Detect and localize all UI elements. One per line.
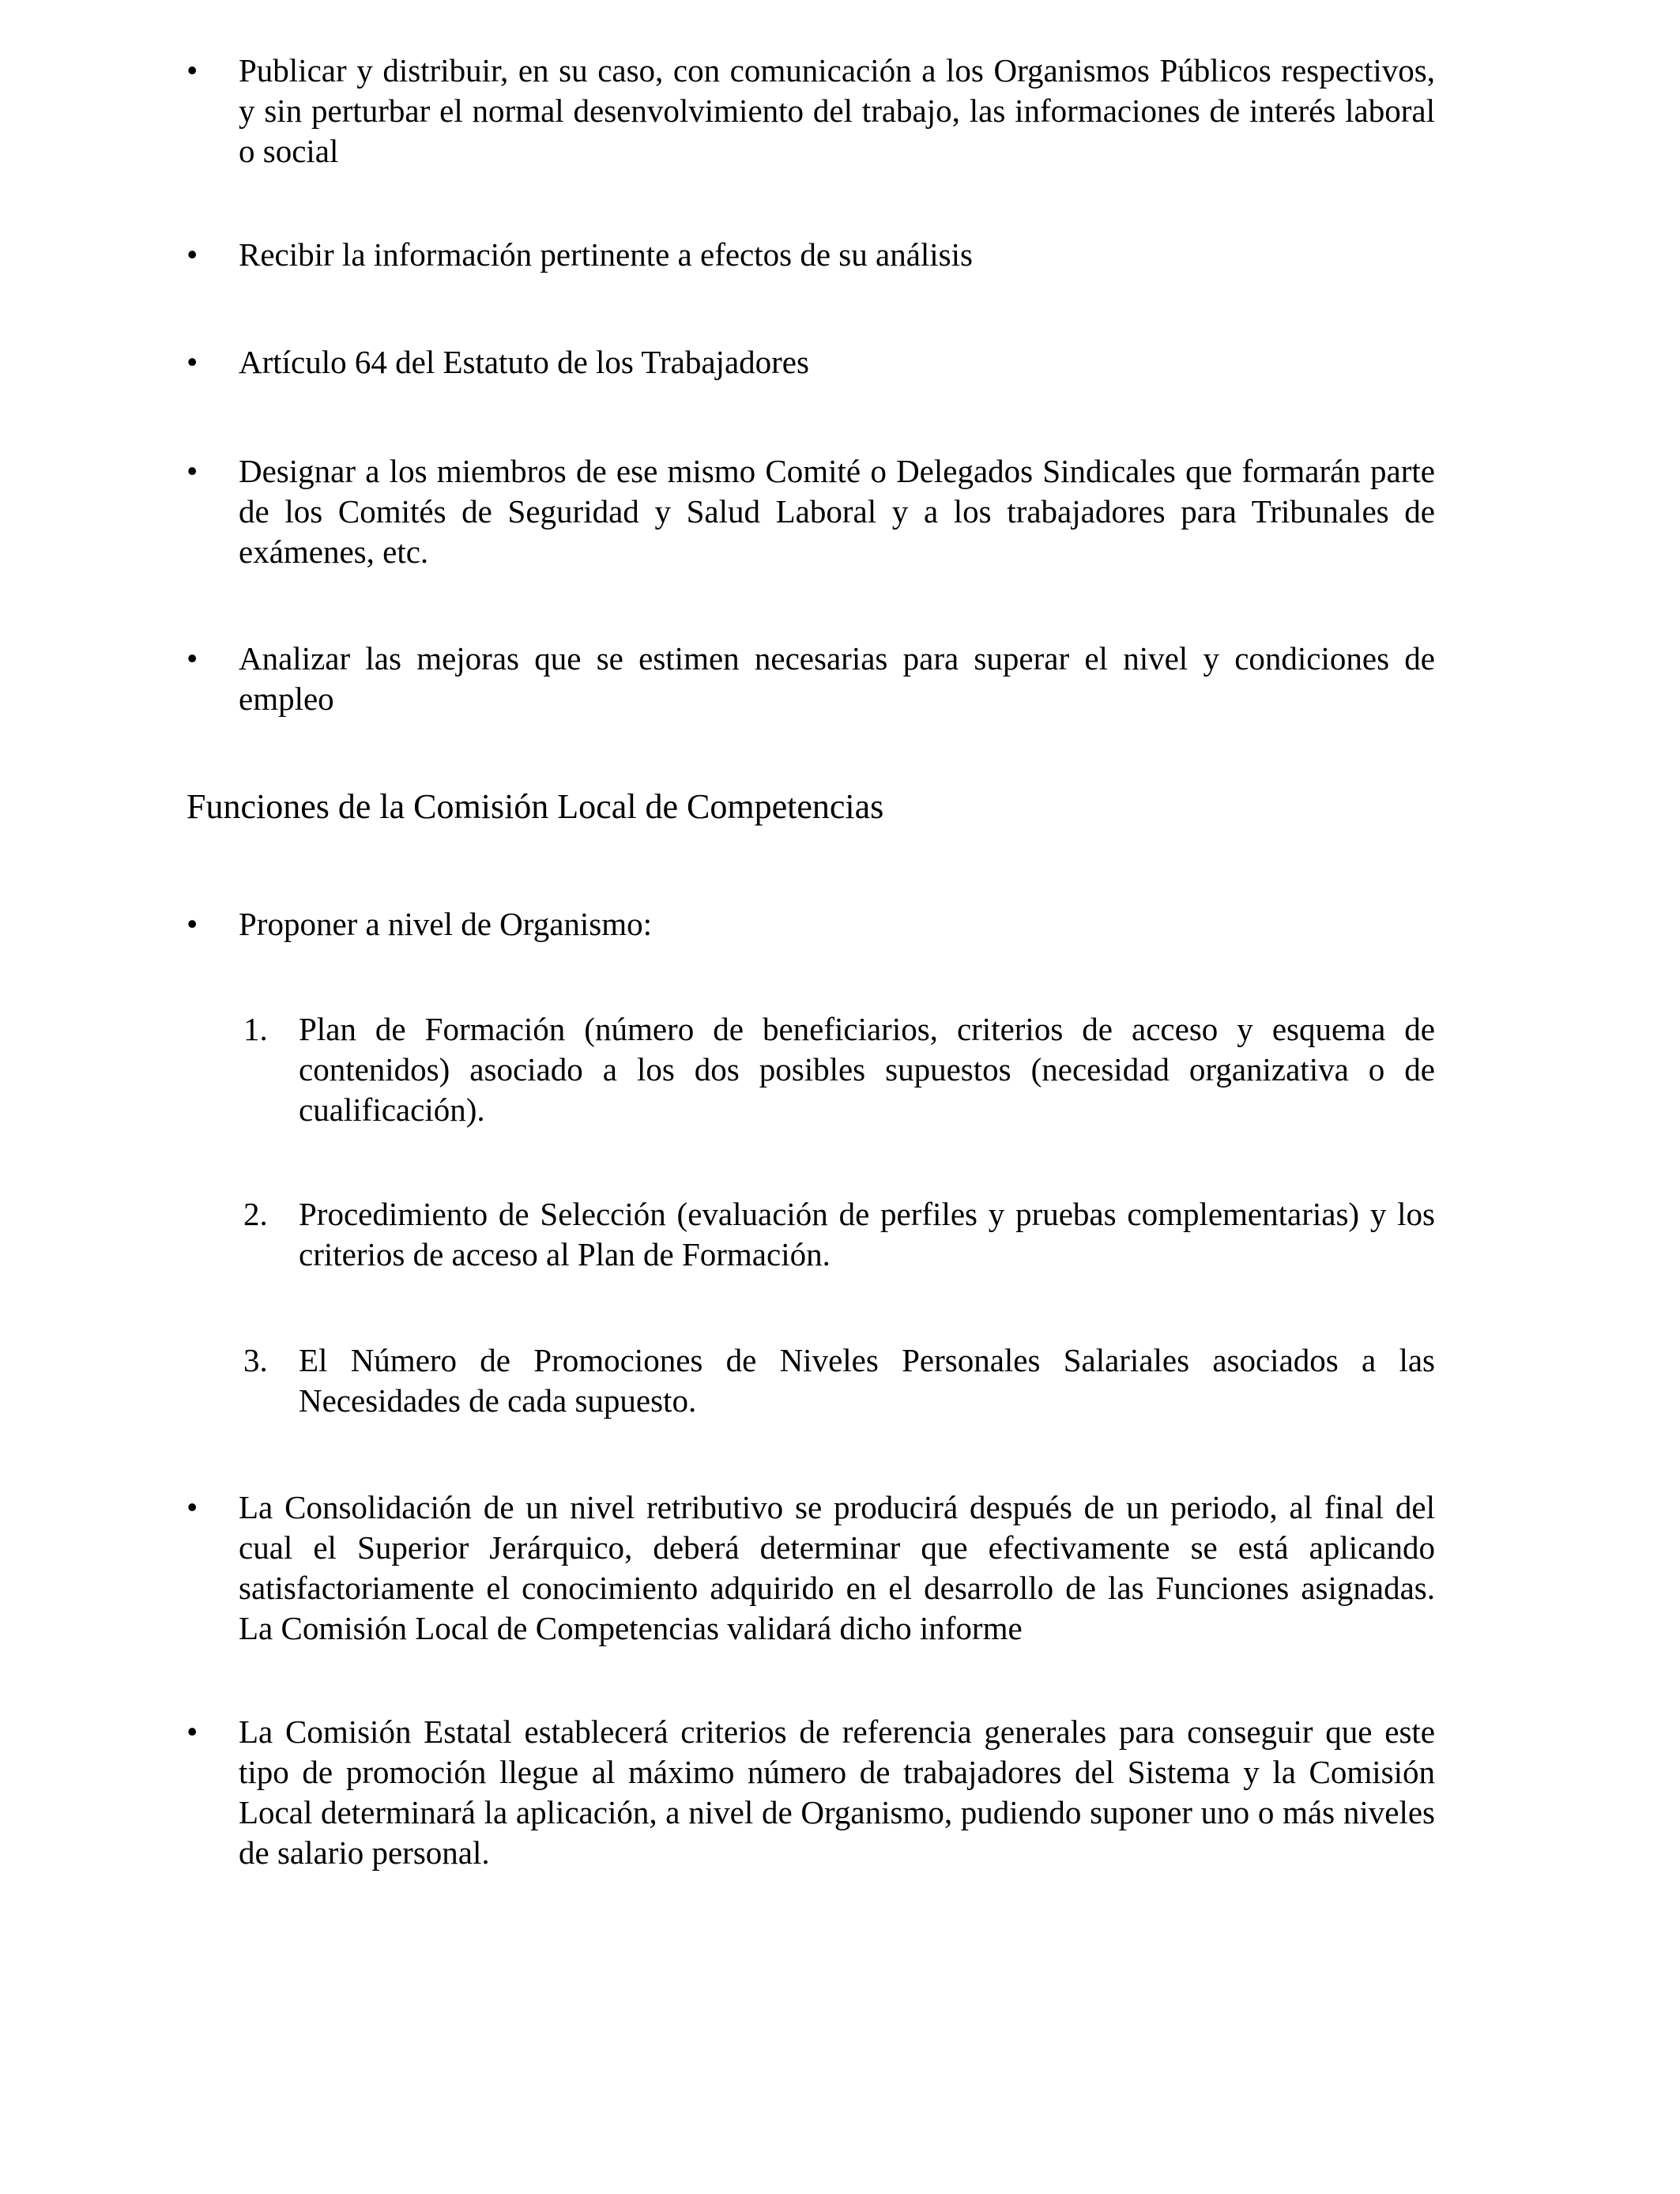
bullet-marker: • <box>186 52 198 89</box>
bullet-marker: • <box>186 906 198 942</box>
numbered-item-plan: Plan de Formación (número de beneficiarios, criterios de acceso y esquema de contenidos) asociado a los dos posibles supuestos (necesidad organizativa o de cualificación). <box>299 1011 1435 1128</box>
bullet-marker: • <box>186 1489 198 1525</box>
bullet-item-designar: Designar a los miembros de ese mismo Comité o Delegados Sindicales que formarán parte de los Comités de Seguridad y Salud Laboral y a los trabajadores para Tribunales de exámenes, etc. <box>239 453 1435 570</box>
bullet-marker: • <box>186 236 198 273</box>
bullet-item-publicar: Publicar y distribuir, en su caso, con comunicación a los Organismos Públicos respectivos, y sin perturbar el normal desenvolvimiento del trabajo, las informaciones de interés laboral o social <box>239 52 1435 169</box>
numbered-label: 3. <box>243 1342 268 1378</box>
bullet-item-consolidacion: La Consolidación de un nivel retributivo se producirá después de un periodo, al final del cual el Superior Jerárquico, deberá determinar que efectivamente se está aplicando satisfactoriamente el conocimiento adquirido en el desarrollo de las Funciones asignadas. La Comisión Local de Competencias validará dicho informe <box>239 1489 1435 1646</box>
section-heading: Funciones de la Comisión Local de Competencias <box>186 787 884 826</box>
bullet-item-comision-estatal: La Comisión Estatal establecerá criterios de referencia generales para conseguir que este tipo de promoción llegue al máximo número de trabajadores del Sistema y la Comisión Local determinará la aplicación, a nivel de Organismo, pudiendo suponer uno o más niveles de salario personal. <box>239 1713 1435 1871</box>
bullet-item-proponer: Proponer a nivel de Organismo: <box>239 906 653 942</box>
numbered-item-procedimiento: Procedimiento de Selección (evaluación de perfiles y pruebas complementarias) y los criterios de acceso al Plan de Formación. <box>299 1196 1435 1272</box>
numbered-label: 2. <box>243 1196 268 1232</box>
bullet-marker: • <box>186 344 198 380</box>
bullet-marker: • <box>186 1713 198 1750</box>
numbered-label: 1. <box>243 1011 268 1047</box>
numbered-item-numero: El Número de Promociones de Niveles Personales Salariales asociados a las Necesidades de cada supuesto. <box>299 1342 1435 1419</box>
bullet-marker: • <box>186 640 198 677</box>
bullet-item-articulo: Artículo 64 del Estatuto de los Trabajadores <box>239 344 809 380</box>
bullet-item-recibir: Recibir la información pertinente a efectos de su análisis <box>239 236 973 273</box>
bullet-item-analizar: Analizar las mejoras que se estimen necesarias para superar el nivel y condiciones de empleo <box>239 640 1435 717</box>
bullet-marker: • <box>186 453 198 489</box>
